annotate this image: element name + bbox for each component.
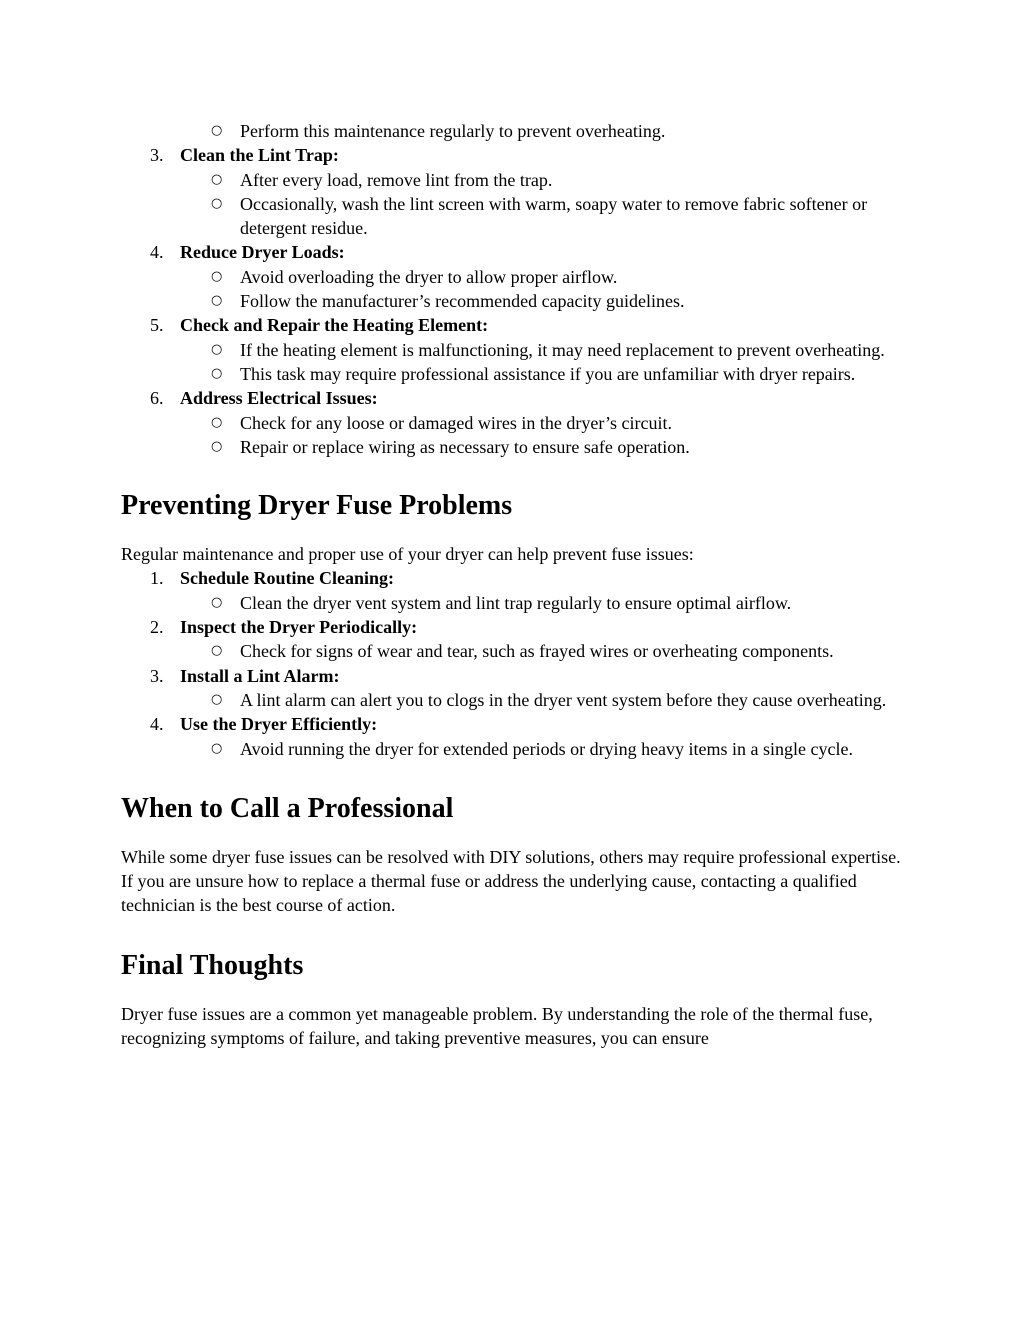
sub-item-text: Avoid running the dryer for extended periods or drying heavy items in a single cycle.	[240, 738, 853, 759]
step-number: 3.	[150, 145, 164, 166]
hollow-bullet-icon: ○	[211, 438, 223, 454]
sub-item-text: Follow the manufacturer’s recommended capacity guidelines.	[240, 291, 685, 312]
step-number: 4.	[150, 714, 164, 735]
step-number: 1.	[150, 568, 164, 589]
sub-item-text: Perform this maintenance regularly to prevent overheating.	[240, 121, 666, 141]
section-heading-preventing: Preventing Dryer Fuse Problems	[121, 490, 513, 522]
hollow-bullet-icon: ○	[211, 171, 223, 187]
sub-list	[180, 737, 911, 761]
prevention-steps-list	[121, 566, 911, 760]
sub-list-item	[180, 168, 911, 192]
sub-item-text: Occasionally, wash the lint screen with warm, soapy water to remove fabric softener or detergent residue.	[240, 193, 868, 239]
sub-list	[180, 411, 911, 460]
step-title: Check and Repair the Heating Element:	[180, 315, 489, 336]
sub-item-text: A lint alarm can alert you to clogs in the dryer vent system before they cause overheating.	[240, 689, 887, 710]
step-number: 5.	[150, 315, 164, 336]
sub-list-item	[180, 737, 911, 761]
step-number: 3.	[150, 665, 164, 686]
hollow-bullet-icon: ○	[211, 365, 223, 381]
step-number: 2.	[150, 617, 164, 638]
hollow-bullet-icon: ○	[211, 268, 223, 284]
sub-item-text: After every load, remove lint from the trap.	[240, 169, 553, 190]
list-item	[121, 143, 911, 240]
hollow-bullet-icon: ○	[211, 691, 223, 707]
step-number: 6.	[150, 388, 164, 409]
sub-list-item	[180, 435, 911, 459]
section-heading-final: Final Thoughts	[121, 949, 304, 981]
sub-item-text: Check for any loose or damaged wires in the dryer’s circuit.	[240, 412, 673, 433]
sub-list	[180, 639, 911, 663]
sub-list	[180, 591, 911, 615]
list-item	[121, 386, 911, 459]
step-title: Clean the Lint Trap:	[180, 145, 339, 166]
hollow-bullet-icon: ○	[211, 195, 223, 211]
sub-list-item	[180, 338, 911, 362]
list-item	[121, 313, 911, 386]
sub-list-item	[180, 265, 911, 289]
hollow-bullet-icon: ○	[211, 123, 223, 138]
section-body-final: Dryer fuse issues are a common yet manageable problem. By understanding the role of the thermal fuse, recognizing symptoms of failure, and taking preventive measures, you can ensure	[121, 1003, 873, 1049]
hollow-bullet-icon: ○	[211, 414, 223, 430]
list-item	[121, 566, 911, 615]
sub-list	[180, 168, 911, 241]
section-body-professional: While some dryer fuse issues can be resolved with DIY solutions, others may require professional expertise. If you are unsure how to replace a thermal fuse or address the underlying cause, contacting a qualified technician is the best course of action.	[121, 846, 901, 916]
list-item	[121, 664, 911, 713]
step-title: Inspect the Dryer Periodically:	[180, 617, 418, 638]
sub-list-item	[180, 688, 911, 712]
step-title: Use the Dryer Efficiently:	[180, 714, 378, 735]
step-title: Install a Lint Alarm:	[180, 665, 340, 686]
sub-list-item	[180, 119, 911, 143]
step-title: Reduce Dryer Loads:	[180, 242, 345, 263]
sub-list-item	[180, 411, 911, 435]
step-title: Schedule Routine Cleaning:	[180, 568, 395, 589]
list-item	[121, 119, 911, 143]
hollow-bullet-icon: ○	[211, 643, 223, 659]
page-content	[121, 119, 911, 1050]
sub-list-item	[180, 591, 911, 615]
hollow-bullet-icon: ○	[211, 594, 223, 610]
list-item	[121, 240, 911, 313]
section-intro: Regular maintenance and proper use of your dryer can help prevent fuse issues:	[121, 544, 694, 565]
sub-list-item	[180, 192, 911, 241]
sub-list-item	[180, 362, 911, 386]
sub-list	[180, 265, 911, 314]
sub-list	[180, 688, 911, 712]
list-item	[121, 615, 911, 664]
sub-item-text: Avoid overloading the dryer to allow proper airflow.	[240, 266, 618, 287]
sub-item-text: If the heating element is malfunctioning, it may need replacement to prevent overheating.	[240, 339, 885, 360]
sub-item-text: Check for signs of wear and tear, such as frayed wires or overheating components.	[240, 641, 834, 662]
sub-list-item	[180, 289, 911, 313]
list-item	[121, 712, 911, 761]
section-heading-professional: When to Call a Professional	[121, 792, 454, 824]
sub-item-text: This task may require professional assistance if you are unfamiliar with dryer repairs.	[240, 363, 856, 384]
step-number: 4.	[150, 242, 164, 263]
sub-list	[180, 338, 911, 387]
sub-list-item	[180, 639, 911, 663]
hollow-bullet-icon: ○	[211, 293, 223, 309]
sub-item-text: Repair or replace wiring as necessary to ensure safe operation.	[240, 436, 690, 457]
step-title: Address Electrical Issues:	[180, 388, 378, 409]
sub-list	[180, 119, 911, 143]
sub-item-text: Clean the dryer vent system and lint trap regularly to ensure optimal airflow.	[240, 592, 792, 613]
repair-steps-list	[121, 119, 911, 459]
hollow-bullet-icon: ○	[211, 341, 223, 357]
hollow-bullet-icon: ○	[211, 740, 223, 756]
